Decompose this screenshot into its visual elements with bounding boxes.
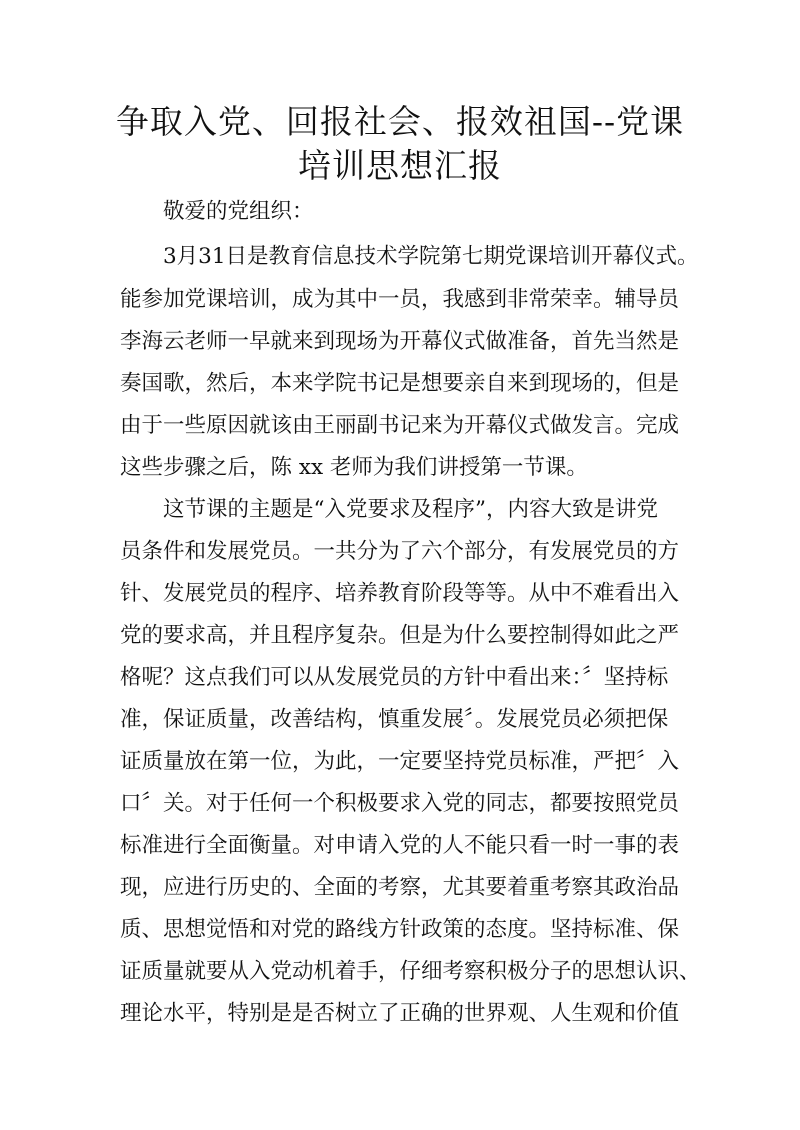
body-line: 理论水平，特别是是否树立了正确的世界观、人生观和价值 (120, 1001, 680, 1026)
body-line: 质、思想觉悟和对党的路线方针政策的态度。坚持标准、保 (120, 917, 680, 942)
body-line: 格呢？这点我们可以从发展党员的方针中看出来：〞坚持标 (120, 665, 669, 690)
document-title-line-1: 争取入党、回报社会、报效祖国--党课 (115, 102, 685, 141)
body-line: 奏国歌，然后，本来学院书记是想要亲自来到现场的，但是 (120, 371, 680, 396)
body-line: 证质量就要从入党动机着手，仔细考察积极分子的思想认识、 (120, 959, 701, 984)
body-line: 现，应进行历史的、全面的考察，尤其要着重考察其政治品 (120, 875, 680, 900)
body-line: 员条件和发展党员。一共分为了六个部分，有发展党员的方 (120, 539, 680, 564)
body-line: 口〞关。对于任何一个积极要求入党的同志，都要按照党员 (120, 791, 680, 816)
body-line: 能参加党课培训，成为其中一员，我感到非常荣幸。辅导员 (120, 287, 680, 312)
salutation: 敬爱的党组织： (163, 199, 314, 224)
body-line: 这节课的主题是“入党要求及程序”，内容大致是讲党 (163, 497, 658, 522)
body-line: 准，保证质量，改善结构，慎重发展〞。发展党员必须把保 (120, 707, 669, 732)
body-line: 这些步骤之后，陈 xx 老师为我们讲授第一节课。 (120, 455, 588, 480)
body-line: 证质量放在第一位，为此，一定要坚持党员标准，严把〞入 (120, 749, 680, 774)
body-line: 由于一些原因就该由王丽副书记来为开幕仪式做发言。完成 (120, 413, 680, 438)
body-line: 李海云老师一早就来到现场为开幕仪式做准备，首先当然是 (120, 329, 680, 354)
document-title-line-2: 培训思想汇报 (298, 146, 502, 185)
body-line: 针、发展党员的程序、培养教育阶段等等。从中不难看出入 (120, 581, 680, 606)
body-line: 标准进行全面衡量。对申请入党的人不能只看一时一事的表 (120, 833, 680, 858)
body-line: 3月31日是教育信息技术学院第七期党课培训开幕仪式。 (163, 244, 699, 269)
body-line: 党的要求高，并且程序复杂。但是为什么要控制得如此之严 (120, 623, 680, 648)
